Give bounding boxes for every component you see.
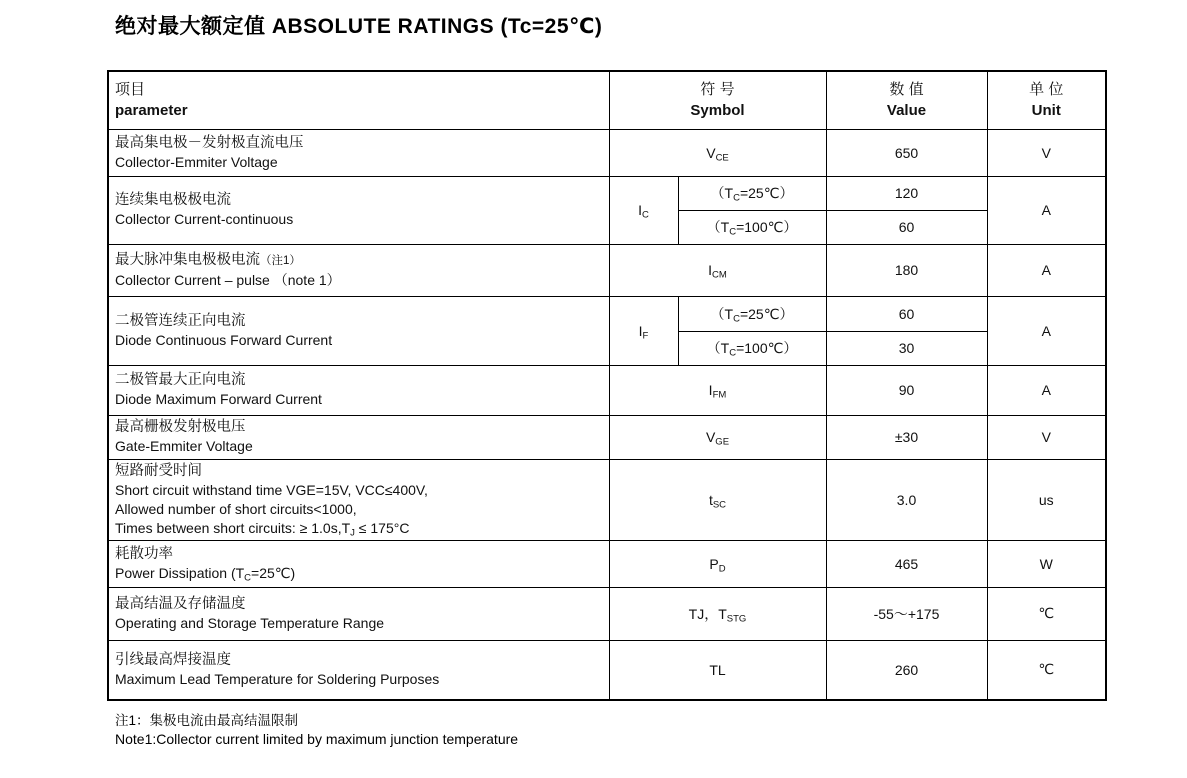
pd-symbol-cell: [609, 540, 826, 587]
tsc-unit-cell: us: [987, 459, 1106, 540]
header-value-cell: [826, 71, 987, 129]
ic-cond2-sub: C: [729, 226, 737, 238]
ic-value-25-cell: 120: [826, 176, 987, 210]
tsc-symbol-base: t: [708, 491, 713, 508]
tsc-parameter-zh: 短路耐受时间: [115, 462, 202, 479]
tl-unit-cell: ℃: [987, 640, 1106, 700]
if-condition-100-cell: [678, 331, 826, 365]
absolute-ratings-table: [107, 70, 1107, 701]
ic-parameter-en: Collector Current-continuous: [115, 211, 294, 227]
row-ic-1: [108, 176, 1106, 210]
tl-symbol-base: TL: [709, 661, 726, 678]
footnotes: [115, 711, 518, 749]
vce-parameter-en: Collector-Emmiter Voltage: [115, 153, 278, 170]
ifm-symbol-sub: FM: [712, 389, 727, 401]
tj-parameter-zh: 最高结温及存储温度: [115, 595, 246, 612]
tj-unit-cell: ℃: [987, 587, 1106, 640]
footnote-en: Note1:Collector current limited by maximum junction temperature: [115, 731, 519, 747]
vge-unit-cell: V: [987, 415, 1106, 459]
pd-symbol-sub: D: [718, 562, 726, 574]
if-symbol-cell: [609, 296, 678, 365]
pd-parameter-cell: [108, 540, 609, 587]
icm-unit-cell: A: [987, 244, 1106, 296]
tj-symbol-sub: STG: [726, 612, 747, 624]
header-unit-cell: [987, 71, 1106, 129]
ic-cond1-sub: C: [733, 192, 740, 204]
tl-symbol-cell: [609, 640, 826, 700]
icm-parameter-zh-note: （注1）: [260, 254, 301, 267]
ic-symbol-sub: C: [642, 209, 649, 221]
pd-unit-cell: W: [987, 540, 1106, 587]
icm-symbol-sub: CM: [712, 269, 727, 281]
row-tsc: [108, 459, 1106, 540]
header-parameter-zh: 项目: [115, 81, 146, 99]
icm-parameter-en: Collector Current – pulse （note 1）: [115, 271, 341, 288]
vge-parameter-en: Gate-Emmiter Voltage: [115, 438, 253, 454]
row-vce: [108, 129, 1106, 176]
if-value-25-cell: 60: [826, 296, 987, 331]
tj-parameter-cell: [108, 587, 609, 640]
tl-parameter-en: Maximum Lead Temperature for Soldering Purposes: [115, 670, 440, 687]
if-parameter-cell: [108, 296, 609, 365]
icm-parameter-zh-main: 最大脉冲集电极极电流: [115, 251, 260, 268]
header-parameter-en: parameter: [115, 102, 188, 120]
icm-parameter-cell: [108, 244, 609, 296]
ifm-symbol-base: I: [708, 382, 713, 398]
row-tl: [108, 640, 1106, 700]
header-unit-en: Unit: [1031, 102, 1061, 120]
ic-parameter-zh: 连续集电极极电流: [115, 192, 231, 208]
pd-parameter-zh: 耗散功率: [115, 545, 173, 562]
tsc-en3-post: ≤ 175°C: [354, 519, 410, 536]
if-cond1-post: =25℃）: [739, 305, 794, 322]
row-tj-tstg: [108, 587, 1106, 640]
header-unit-zh: 单 位: [1029, 81, 1064, 99]
header-value-zh: 数 值: [889, 81, 924, 99]
if-parameter-zh: 二极管连续正向电流: [115, 312, 246, 329]
page-title: 绝对最大额定值 ABSOLUTE RATINGS (Tc=25℃): [115, 15, 603, 38]
pd-symbol-base: P: [709, 555, 719, 572]
if-cond1-pre: （T: [710, 305, 734, 322]
pd-parameter-en: [115, 564, 603, 583]
ic-symbol-cell: [609, 176, 678, 244]
header-value-en: Value: [886, 102, 927, 120]
ic-cond2-pre: （T: [706, 219, 730, 235]
if-cond1-sub: C: [733, 312, 740, 324]
vge-parameter-cell: [108, 415, 609, 459]
tj-parameter-en: Operating and Storage Temperature Range: [115, 614, 385, 631]
icm-symbol-base: I: [708, 262, 713, 278]
ic-condition-100-cell: [678, 210, 826, 244]
ic-parameter-cell: [108, 176, 609, 244]
if-condition-25-cell: [678, 296, 826, 331]
ifm-parameter-en: Diode Maximum Forward Current: [115, 391, 322, 407]
tsc-parameter-cell: [108, 459, 609, 540]
header-symbol-en: Symbol: [690, 102, 745, 120]
tsc-value-cell: 3.0: [826, 459, 987, 540]
tj-symbol-cell: [609, 587, 826, 640]
if-unit-cell: A: [987, 296, 1106, 365]
vce-symbol-base: V: [706, 144, 716, 161]
tsc-symbol-sub: SC: [712, 498, 727, 510]
pd-value-cell: 465: [826, 540, 987, 587]
ic-cond1-pre: （T: [710, 185, 734, 201]
header-parameter-cell: [108, 71, 609, 129]
pd-en-sub: C: [244, 571, 252, 583]
tj-value-cell: -55～+175: [826, 587, 987, 640]
vge-symbol-base: V: [705, 429, 716, 445]
row-icm: [108, 244, 1106, 296]
icm-symbol-cell: [609, 244, 826, 296]
ifm-parameter-cell: [108, 365, 609, 415]
ifm-symbol-cell: [609, 365, 826, 415]
ic-symbol-base: I: [638, 202, 642, 218]
header-symbol-zh: 符 号: [700, 81, 735, 99]
tsc-en3-pre: Times between short circuits: ≥ 1.0s,T: [115, 519, 351, 536]
tsc-parameter-en2: Allowed number of short circuits<1000,: [115, 500, 357, 517]
vge-symbol-cell: [609, 415, 826, 459]
tl-parameter-zh: 引线最高焊接温度: [115, 651, 231, 668]
tsc-parameter-en1: Short circuit withstand time VGE=15V, VCC≤400V,: [115, 481, 428, 498]
if-parameter-en: Diode Continuous Forward Current: [115, 331, 333, 348]
vge-symbol-sub: GE: [715, 436, 730, 448]
tl-value-cell: 260: [826, 640, 987, 700]
icm-parameter-zh: [115, 251, 603, 271]
icm-value-cell: 180: [826, 244, 987, 296]
ic-unit-cell: A: [987, 176, 1106, 244]
ifm-value-cell: 90: [826, 365, 987, 415]
row-ifm: [108, 365, 1106, 415]
if-cond2-pre: （T: [706, 340, 730, 356]
header-symbol-cell: [609, 71, 826, 129]
ifm-unit-cell: A: [987, 365, 1106, 415]
tl-parameter-cell: [108, 640, 609, 700]
if-symbol-sub: F: [642, 329, 649, 341]
tsc-en3-sub: J: [350, 526, 355, 538]
ifm-parameter-zh: 二极管最大正向电流: [115, 372, 246, 388]
vce-symbol-sub: CE: [715, 151, 729, 163]
pd-en-post: =25℃): [251, 564, 296, 581]
if-cond2-sub: C: [729, 347, 737, 359]
vge-value-cell: ±30: [826, 415, 987, 459]
ic-cond1-post: =25℃）: [739, 185, 794, 201]
vce-unit-cell: V: [987, 129, 1106, 176]
tsc-symbol-cell: [609, 459, 826, 540]
vce-value-cell: 650: [826, 129, 987, 176]
table-header-row: [108, 71, 1106, 129]
row-vge: [108, 415, 1106, 459]
vce-parameter-zh: 最高集电极－发射极直流电压: [115, 134, 304, 151]
pd-en-pre: Power Dissipation (T: [115, 564, 245, 581]
if-value-100-cell: 30: [826, 331, 987, 365]
ic-value-100-cell: 60: [826, 210, 987, 244]
footnote-zh: 注1：集极电流由最高结温限制: [115, 713, 299, 728]
vce-symbol-cell: [609, 129, 826, 176]
if-cond2-post: =100℃）: [736, 340, 798, 356]
if-symbol-base: I: [638, 322, 643, 339]
row-pd: [108, 540, 1106, 587]
tj-symbol-base: TJ，T: [688, 605, 727, 622]
tsc-parameter-en3: [115, 519, 603, 538]
ic-condition-25-cell: [678, 176, 826, 210]
vge-parameter-zh: 最高栅极发射极电压: [115, 419, 246, 435]
vce-parameter-cell: [108, 129, 609, 176]
ic-cond2-post: =100℃）: [736, 219, 798, 235]
row-if-1: [108, 296, 1106, 331]
